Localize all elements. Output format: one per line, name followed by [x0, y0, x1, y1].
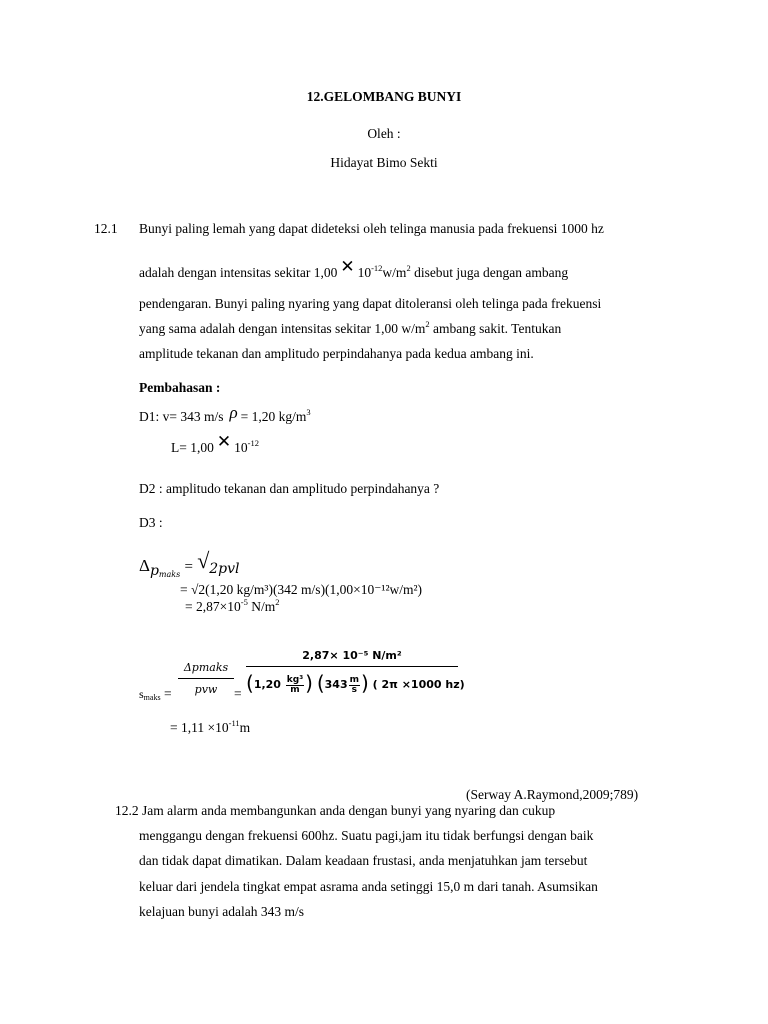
problem-2-text-line: dan tidak dapat dimatikan. Dalam keadaan frustasi, anda menjatuhkan jam tersebut — [139, 853, 588, 868]
displacement-amplitude-label: smaks = — [139, 686, 172, 702]
given-intensity: L= 1,00 ✕ $10^{-12}$ — [171, 432, 259, 455]
pressure-amplitude-result: = $2,87\times 10^{-5}$ $N/m^2$ — [185, 597, 280, 614]
pressure-amplitude-formula: $\Delta_{pmaks} = √2pvl$ — [139, 548, 240, 579]
problem-text-line: adalah dengan intensitas sekitar 1,00 ✕ $10^{-12}w/m^2$ disebut juga dengan ambang — [139, 257, 569, 280]
document-title: 12.GELOMBANG BUNYI — [306, 89, 462, 104]
square-root-icon: √ — [197, 548, 210, 573]
author-name: Hidayat Bimo Sekti — [330, 155, 438, 170]
problem-2-text-line: menggangu dengan frekuensi 600hz. Suatu pagi,jam itu tidak berfungsi dengan baik — [139, 828, 594, 843]
fraction-1: Δpmaks — [183, 661, 229, 674]
equals-sign: = — [234, 686, 242, 701]
displacement-amplitude-result: = $1,11 \times 10^{-11}m$ — [170, 718, 251, 735]
problem-number: 12.1 — [94, 221, 118, 236]
problem-2-text-line: keluar dari jendela tingkat empat asrama anda setinggi 15,0 m dari tanah. Asumsikan — [139, 879, 598, 894]
by-label: Oleh : — [367, 126, 401, 141]
problem-2-text-line: 12.2 Jam alarm anda membangunkan anda dengan bunyi yang nyaring dan cukup — [115, 803, 556, 818]
problem-text-line: Bunyi paling lemah yang dapat dideteksi oleh telinga manusia pada frekuensi 1000 hz — [139, 221, 604, 236]
fraction-bar — [178, 678, 234, 679]
fraction-2-denominator: (1,20 $\frac{\text{kg³}}{m}$ ) (343 $\frac{m}{s}$ ) ( 2π ×1000 hz) — [246, 671, 465, 695]
pressure-amplitude-substitution: = √2(1,20 kg/m³)(342 m/s)(1,00×10⁻¹²w/m²) — [180, 582, 423, 597]
problem-text-line: pendengaran. Bunyi paling nyaring yang dapat ditoleransi oleh telinga pada frekuensi — [139, 296, 602, 311]
solution-heading: Pembahasan : — [139, 380, 221, 395]
citation: (Serway A.Raymond,2009;789) — [466, 787, 639, 802]
fraction-1-denominator: pvw — [194, 683, 218, 696]
fraction-bar — [246, 666, 458, 667]
multiply-icon: ✕ — [216, 432, 232, 452]
fraction-2-numerator: 2,87× 10⁻⁵ N/m² — [302, 649, 402, 662]
problem-text-line: amplitude tekanan dan amplitudo perpindahanya pada kedua ambang ini. — [139, 346, 534, 361]
multiply-icon: ✕ — [340, 257, 355, 277]
asked-d2: D2 : amplitudo tekanan dan amplitudo perpindahanya ? — [139, 481, 440, 496]
solution-d3: D3 : — [139, 515, 163, 530]
problem-text-line: yang sama adalah dengan intensitas sekitar 1,00 $w/m^2$ ambang sakit. Tentukan — [139, 319, 562, 336]
problem-2-text-line: kelajuan bunyi adalah 343 m/s — [139, 904, 304, 919]
given-d1: D1: v= 343 m/s ρ = 1,20 $kg/m^3$ — [139, 403, 311, 424]
